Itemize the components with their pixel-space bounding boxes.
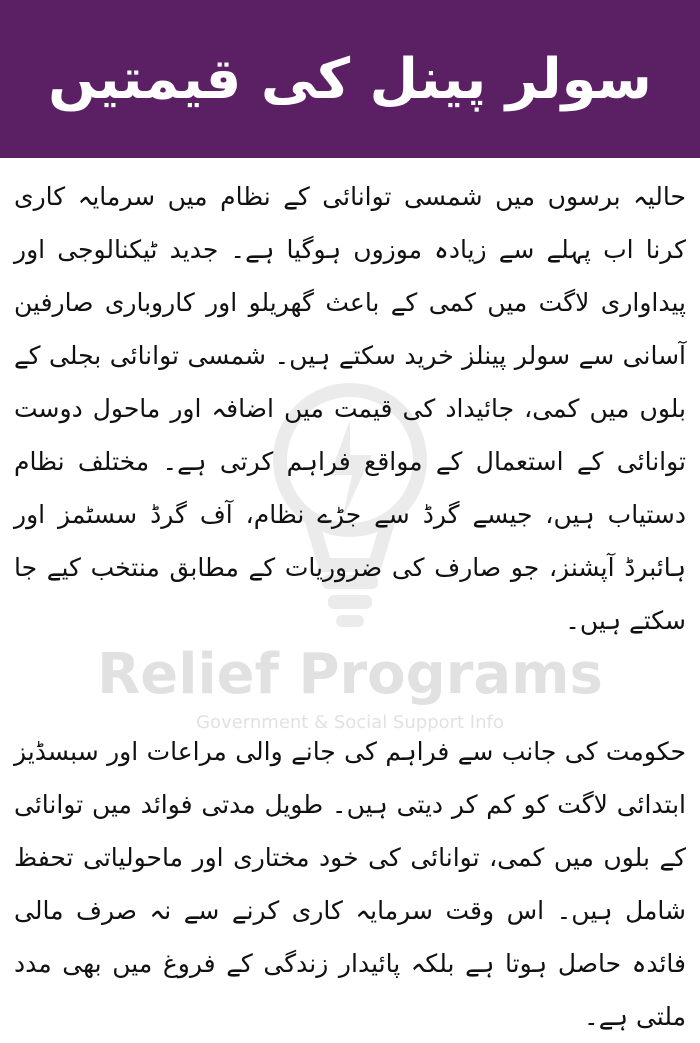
title-banner: [0, 0, 700, 158]
watermark-title: Relief Programs: [97, 642, 603, 707]
watermark-subtitle: Government & Social Support Info: [196, 712, 504, 733]
paragraph-2: حکومت کی جانب سے فراہم کی جانے والی مراعات اور سبسڈیز ابتدائی لاگت کو کم کر دیتی ہیں۔ طویل مدتی فوائد میں توانائی کے بلوں میں کمی، توانائی کی خود مختاری اور ماحولیاتی تحفظ شامل ہیں۔ اس وقت سرمایہ کاری کرنے سے نہ صرف مالی فائدہ حاصل ہوتا ہے بلکہ پائیدار زندگی کے فروغ میں بھی مدد ملتی ہے۔: [14, 737, 686, 1031]
page-title: سولر پینل کی قیمتیں: [48, 46, 652, 112]
paragraph-1: حالیہ برسوں میں شمسی توانائی کے نظام میں سرمایہ کاری کرنا اب پہلے سے زیادہ موزوں ہوگیا ہے۔ جدید ٹیکنالوجی اور پیداواری لاگت میں کمی کے باعث گھریلو اور کاروباری صارفین آسانی سے سولر پینلز خرید سکتے ہیں۔ شمسی توانائی بجلی کے بلوں میں کمی، جائیداد کی قیمت میں اضافہ اور ماحول دوست توانائی کے استعمال کے مواقع فراہم کرتی ہے۔ مختلف نظام دستیاب ہیں، جیسے گرڈ سے جڑے نظام، آف گرڈ سسٹمز اور ہائبرڈ آپشنز، جو صارف کی ضروریات کے مطابق منتخب کیے جا سکتے ہیں۔: [14, 182, 686, 635]
